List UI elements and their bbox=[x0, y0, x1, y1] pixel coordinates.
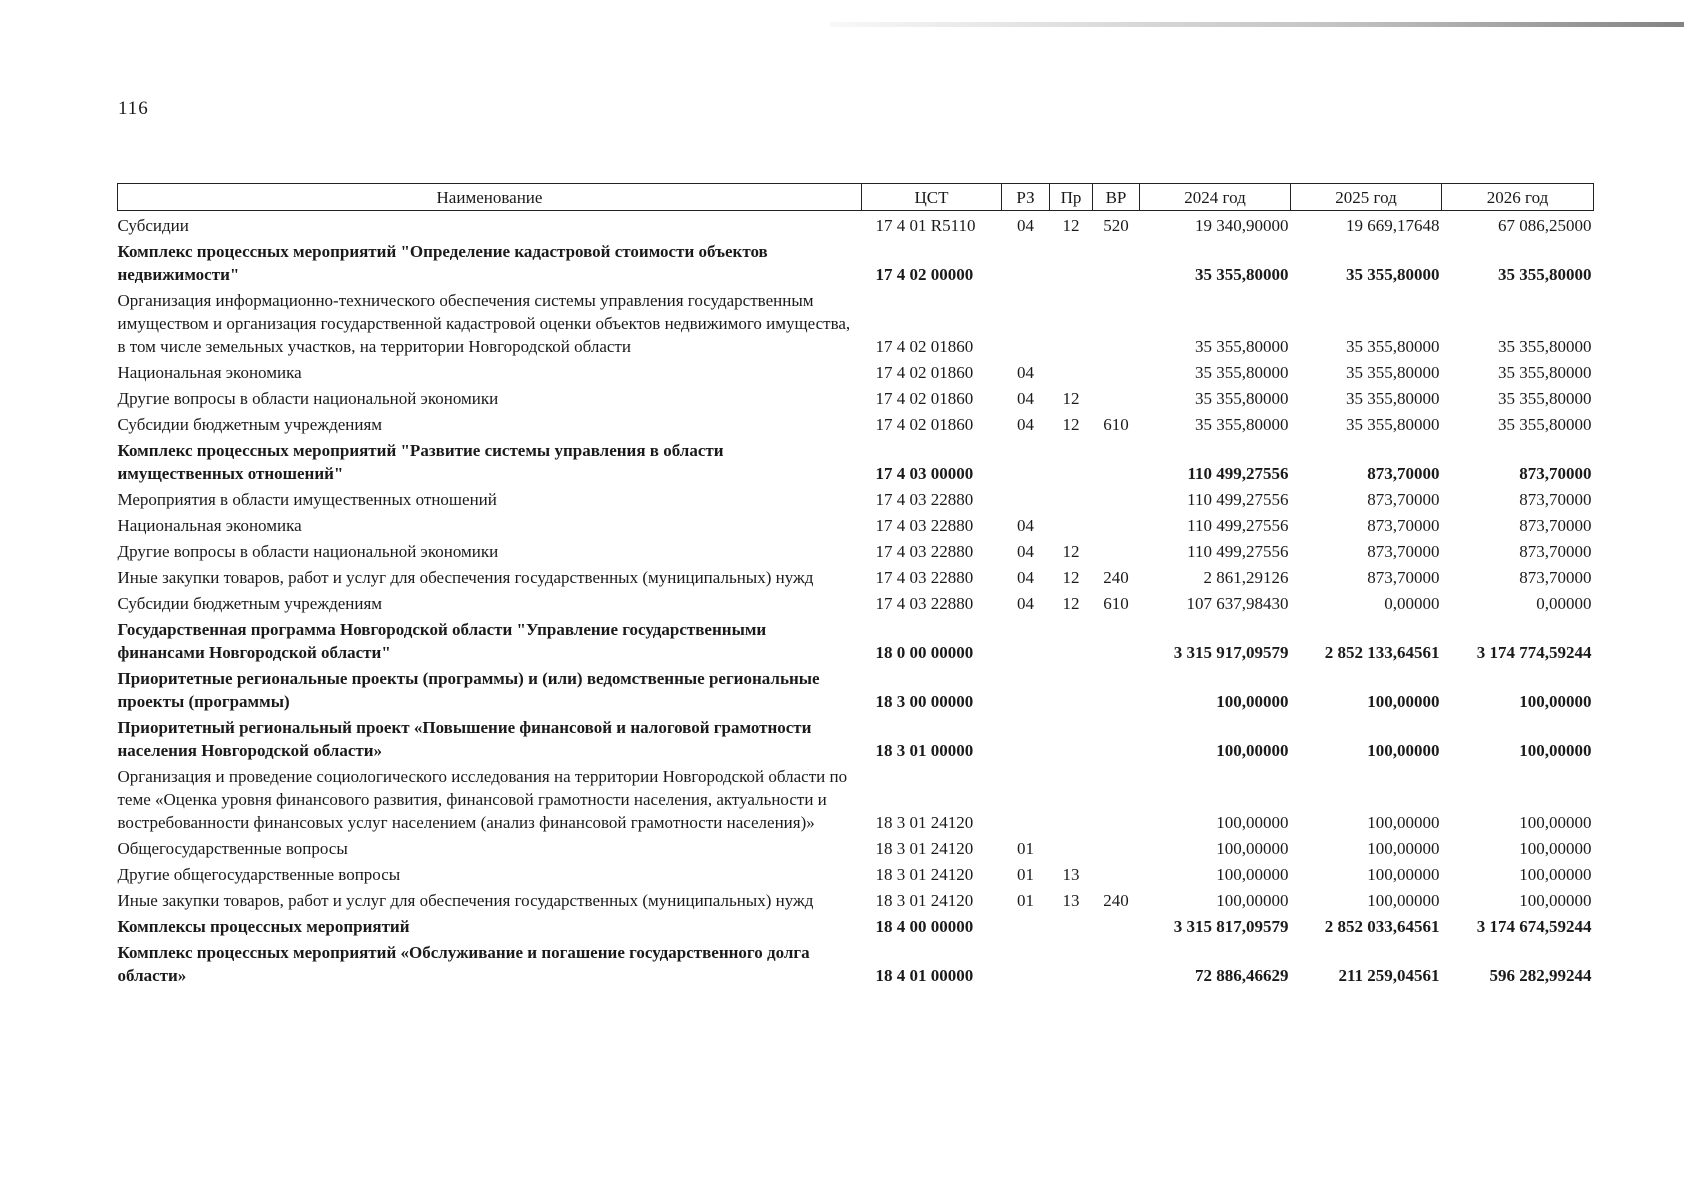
cell-cst: 17 4 01 R5110 bbox=[875, 216, 976, 235]
cell-2025: 100,00000 bbox=[1367, 865, 1440, 884]
cell-rz: 01 bbox=[1017, 839, 1034, 858]
cell-2025: 2 852 133,64561 bbox=[1324, 643, 1440, 662]
cell-2026: 100,00000 bbox=[1519, 839, 1592, 858]
cell-cst: 18 3 00 00000 bbox=[875, 692, 974, 711]
table-row bbox=[118, 566, 1594, 592]
cell-2025: 35 355,80000 bbox=[1346, 363, 1440, 382]
cell-2026: 873,70000 bbox=[1519, 516, 1592, 535]
cell-2024: 35 355,80000 bbox=[1195, 265, 1289, 284]
header-rz: РЗ bbox=[1002, 184, 1050, 211]
cell-pr bbox=[1050, 439, 1093, 488]
cell-2024: 2 861,29126 bbox=[1203, 568, 1289, 587]
header-cst: ЦСТ bbox=[862, 184, 1002, 211]
cell-2025: 35 355,80000 bbox=[1346, 389, 1440, 408]
cell-2025: 2 852 033,64561 bbox=[1324, 917, 1440, 936]
cell-2024: 35 355,80000 bbox=[1195, 415, 1289, 434]
cell-2024: 110 499,27556 bbox=[1187, 490, 1289, 509]
cell-vr bbox=[1093, 361, 1140, 387]
cell-cst: 17 4 02 01860 bbox=[875, 337, 974, 356]
cell-rz bbox=[1002, 716, 1050, 765]
cell-pr bbox=[1050, 289, 1093, 361]
cell-cst: 17 4 03 22880 bbox=[875, 490, 974, 509]
cell-2026: 35 355,80000 bbox=[1498, 363, 1592, 382]
cell-cst: 18 3 01 24120 bbox=[875, 865, 974, 884]
cell-cst: 18 4 00 00000 bbox=[875, 917, 974, 936]
cell-rz: 04 bbox=[1017, 594, 1034, 613]
header-name: Наименование bbox=[118, 184, 862, 211]
cell-2026: 35 355,80000 bbox=[1498, 265, 1592, 284]
table-row bbox=[118, 361, 1594, 387]
table-row bbox=[118, 716, 1594, 765]
cell-cst: 17 4 03 22880 bbox=[875, 516, 974, 535]
cell-rz bbox=[1002, 439, 1050, 488]
header-2025: 2025 год bbox=[1291, 184, 1442, 211]
cell-2026: 35 355,80000 bbox=[1498, 337, 1592, 356]
cell-vr: 240 bbox=[1103, 568, 1129, 587]
cell-vr bbox=[1093, 240, 1140, 289]
table-header-row bbox=[118, 184, 1594, 211]
cell-2026: 873,70000 bbox=[1519, 490, 1592, 509]
cell-2025: 100,00000 bbox=[1367, 741, 1440, 760]
table-row bbox=[118, 439, 1594, 488]
cell-cst: 18 4 01 00000 bbox=[875, 966, 974, 985]
cell-vr bbox=[1093, 387, 1140, 413]
table-row bbox=[118, 540, 1594, 566]
cell-rz bbox=[1002, 941, 1050, 990]
table-row bbox=[118, 667, 1594, 716]
cell-2024: 100,00000 bbox=[1216, 891, 1289, 910]
table-row bbox=[118, 837, 1594, 863]
cell-pr bbox=[1050, 488, 1093, 514]
cell-name: Иные закупки товаров, работ и услуг для обеспечения государственных (муниципальных) нужд bbox=[117, 891, 814, 910]
table-row bbox=[118, 514, 1594, 540]
cell-2025: 100,00000 bbox=[1367, 813, 1440, 832]
cell-2025: 19 669,17648 bbox=[1346, 216, 1440, 235]
cell-2026: 873,70000 bbox=[1519, 568, 1592, 587]
header-pr: Пр bbox=[1050, 184, 1093, 211]
cell-2024: 3 315 817,09579 bbox=[1173, 917, 1289, 936]
table-row bbox=[118, 915, 1594, 941]
cell-name: Комплекс процессных мероприятий "Определение кадастровой стоимости объектов недвижимости" bbox=[117, 242, 768, 284]
cell-name: Комплекс процессных мероприятий «Обслуживание и погашение государственного долга области» bbox=[117, 943, 810, 985]
cell-2026: 67 086,25000 bbox=[1498, 216, 1592, 235]
table-row bbox=[118, 592, 1594, 618]
cell-2026: 596 282,99244 bbox=[1489, 966, 1592, 985]
cell-pr bbox=[1050, 514, 1093, 540]
cell-vr bbox=[1093, 716, 1140, 765]
cell-2025: 211 259,04561 bbox=[1338, 966, 1440, 985]
cell-2025: 873,70000 bbox=[1367, 516, 1440, 535]
cell-2026: 0,00000 bbox=[1536, 594, 1592, 613]
cell-2024: 35 355,80000 bbox=[1195, 389, 1289, 408]
cell-rz bbox=[1002, 240, 1050, 289]
cell-2026: 35 355,80000 bbox=[1498, 415, 1592, 434]
cell-2025: 873,70000 bbox=[1367, 568, 1440, 587]
cell-2024: 100,00000 bbox=[1216, 692, 1289, 711]
cell-2026: 100,00000 bbox=[1519, 891, 1592, 910]
cell-vr bbox=[1093, 915, 1140, 941]
cell-2026: 873,70000 bbox=[1519, 464, 1592, 483]
cell-2025: 35 355,80000 bbox=[1346, 265, 1440, 284]
cell-2026: 100,00000 bbox=[1519, 865, 1592, 884]
cell-cst: 17 4 03 00000 bbox=[875, 464, 974, 483]
cell-2024: 100,00000 bbox=[1216, 813, 1289, 832]
cell-rz: 04 bbox=[1017, 363, 1034, 382]
cell-cst: 17 4 02 01860 bbox=[875, 415, 974, 434]
cell-vr bbox=[1093, 863, 1140, 889]
cell-pr: 12 bbox=[1062, 568, 1080, 587]
table-row bbox=[118, 289, 1594, 361]
cell-2024: 72 886,46629 bbox=[1195, 966, 1289, 985]
cell-rz bbox=[1002, 289, 1050, 361]
table-row bbox=[118, 240, 1594, 289]
cell-pr bbox=[1050, 716, 1093, 765]
cell-name: Мероприятия в области имущественных отношений bbox=[117, 490, 497, 509]
cell-cst: 18 3 01 24120 bbox=[875, 813, 974, 832]
cell-name: Приоритетные региональные проекты (программы) и (или) ведомственные региональные проекты (программы) bbox=[117, 669, 820, 711]
table-row bbox=[118, 211, 1594, 241]
cell-name: Субсидии бюджетным учреждениям bbox=[117, 415, 383, 434]
cell-cst: 17 4 03 22880 bbox=[875, 542, 974, 561]
cell-cst: 17 4 02 00000 bbox=[875, 265, 974, 284]
cell-vr bbox=[1093, 667, 1140, 716]
cell-2025: 100,00000 bbox=[1367, 891, 1440, 910]
cell-cst: 17 4 03 22880 bbox=[875, 568, 974, 587]
cell-2025: 0,00000 bbox=[1384, 594, 1440, 613]
cell-rz bbox=[1002, 915, 1050, 941]
scan-edge-line bbox=[830, 22, 1684, 27]
cell-pr bbox=[1050, 837, 1093, 863]
cell-2026: 100,00000 bbox=[1519, 813, 1592, 832]
cell-vr bbox=[1093, 941, 1140, 990]
cell-2025: 35 355,80000 bbox=[1346, 337, 1440, 356]
cell-cst: 18 3 01 24120 bbox=[875, 839, 974, 858]
cell-vr: 610 bbox=[1103, 415, 1129, 434]
cell-pr bbox=[1050, 941, 1093, 990]
cell-cst: 18 0 00 00000 bbox=[875, 643, 974, 662]
header-2024: 2024 год bbox=[1140, 184, 1291, 211]
cell-pr bbox=[1050, 765, 1093, 837]
budget-table bbox=[117, 183, 1594, 990]
table-row bbox=[118, 387, 1594, 413]
cell-rz: 04 bbox=[1017, 516, 1034, 535]
cell-pr bbox=[1050, 361, 1093, 387]
cell-name: Субсидии bbox=[117, 216, 189, 235]
cell-cst: 17 4 03 22880 bbox=[875, 594, 974, 613]
cell-2025: 100,00000 bbox=[1367, 839, 1440, 858]
cell-2024: 100,00000 bbox=[1216, 741, 1289, 760]
cell-vr bbox=[1093, 540, 1140, 566]
cell-rz bbox=[1002, 488, 1050, 514]
cell-2026: 100,00000 bbox=[1519, 692, 1592, 711]
cell-2026: 35 355,80000 bbox=[1498, 389, 1592, 408]
cell-pr: 12 bbox=[1062, 389, 1080, 408]
cell-vr: 240 bbox=[1103, 891, 1129, 910]
table-row bbox=[118, 413, 1594, 439]
cell-pr: 12 bbox=[1062, 415, 1080, 434]
cell-vr bbox=[1093, 765, 1140, 837]
table-body bbox=[118, 211, 1594, 991]
cell-rz: 01 bbox=[1017, 891, 1034, 910]
table-row bbox=[118, 488, 1594, 514]
cell-pr bbox=[1050, 915, 1093, 941]
cell-2024: 100,00000 bbox=[1216, 839, 1289, 858]
cell-name: Государственная программа Новгородской области "Управление государственными финансами Новгородской области" bbox=[117, 620, 767, 662]
cell-name: Другие вопросы в области национальной экономики bbox=[117, 389, 499, 408]
cell-vr bbox=[1093, 439, 1140, 488]
cell-rz: 04 bbox=[1017, 216, 1034, 235]
cell-rz: 04 bbox=[1017, 542, 1034, 561]
cell-2025: 873,70000 bbox=[1367, 464, 1440, 483]
cell-vr bbox=[1093, 618, 1140, 667]
cell-rz: 01 bbox=[1017, 865, 1034, 884]
cell-name: Субсидии бюджетным учреждениям bbox=[117, 594, 383, 613]
cell-rz: 04 bbox=[1017, 568, 1034, 587]
cell-2024: 35 355,80000 bbox=[1195, 363, 1289, 382]
cell-rz: 04 bbox=[1017, 415, 1034, 434]
cell-name: Национальная экономика bbox=[117, 363, 302, 382]
cell-name: Организация и проведение социологического исследования на территории Новгородской области по теме «Оценка уровня финансового развития, финансовой грамотности населения, актуальности и востребованности финансовых услуг населением (анализ финансовой грамотности населения)» bbox=[117, 767, 848, 832]
cell-name: Другие общегосударственные вопросы bbox=[117, 865, 401, 884]
cell-2025: 873,70000 bbox=[1367, 542, 1440, 561]
cell-2024: 107 637,98430 bbox=[1186, 594, 1289, 613]
cell-rz bbox=[1002, 667, 1050, 716]
cell-cst: 17 4 02 01860 bbox=[875, 363, 974, 382]
cell-vr bbox=[1093, 289, 1140, 361]
cell-2024: 35 355,80000 bbox=[1195, 337, 1289, 356]
cell-pr bbox=[1050, 240, 1093, 289]
cell-name: Общегосударственные вопросы bbox=[117, 839, 348, 858]
cell-2024: 100,00000 bbox=[1216, 865, 1289, 884]
cell-2025: 873,70000 bbox=[1367, 490, 1440, 509]
cell-pr bbox=[1050, 667, 1093, 716]
table-row bbox=[118, 941, 1594, 990]
cell-2025: 100,00000 bbox=[1367, 692, 1440, 711]
cell-2026: 100,00000 bbox=[1519, 741, 1592, 760]
cell-pr: 13 bbox=[1062, 865, 1080, 884]
cell-2024: 3 315 917,09579 bbox=[1173, 643, 1289, 662]
cell-vr bbox=[1093, 514, 1140, 540]
table-row bbox=[118, 863, 1594, 889]
cell-name: Комплекс процессных мероприятий "Развитие системы управления в области имущественных отношений" bbox=[117, 441, 724, 483]
cell-name: Приоритетный региональный проект «Повышение финансовой и налоговой грамотности населения Новгородской области» bbox=[117, 718, 812, 760]
cell-name: Иные закупки товаров, работ и услуг для обеспечения государственных (муниципальных) нужд bbox=[117, 568, 814, 587]
cell-name: Другие вопросы в области национальной экономики bbox=[117, 542, 499, 561]
table-row bbox=[118, 889, 1594, 915]
cell-name: Комплексы процессных мероприятий bbox=[117, 917, 410, 936]
cell-name: Организация информационно-технического обеспечения системы управления государственным имуществом и организация государственной кадастровой оценки объектов недвижимого имущества, в том числе земельных участков, на территории Новгородской области bbox=[117, 291, 851, 356]
cell-vr: 610 bbox=[1103, 594, 1129, 613]
cell-2026: 3 174 774,59244 bbox=[1476, 643, 1592, 662]
cell-rz bbox=[1002, 618, 1050, 667]
cell-pr: 13 bbox=[1062, 891, 1080, 910]
cell-pr: 12 bbox=[1062, 216, 1080, 235]
cell-pr: 12 bbox=[1062, 542, 1080, 561]
cell-2024: 110 499,27556 bbox=[1187, 542, 1289, 561]
cell-vr bbox=[1093, 488, 1140, 514]
header-2026: 2026 год bbox=[1442, 184, 1594, 211]
cell-rz: 04 bbox=[1017, 389, 1034, 408]
cell-pr: 12 bbox=[1062, 594, 1080, 613]
header-vr: ВР bbox=[1093, 184, 1140, 211]
cell-2025: 35 355,80000 bbox=[1346, 415, 1440, 434]
cell-cst: 18 3 01 24120 bbox=[875, 891, 974, 910]
cell-vr: 520 bbox=[1103, 216, 1129, 235]
cell-2024: 110 499,27556 bbox=[1187, 516, 1289, 535]
cell-2024: 19 340,90000 bbox=[1195, 216, 1289, 235]
cell-rz bbox=[1002, 765, 1050, 837]
cell-2026: 3 174 674,59244 bbox=[1476, 917, 1592, 936]
page-number: 116 bbox=[118, 98, 149, 119]
cell-pr bbox=[1050, 618, 1093, 667]
cell-name: Национальная экономика bbox=[117, 516, 302, 535]
table-row bbox=[118, 765, 1594, 837]
cell-cst: 18 3 01 00000 bbox=[875, 741, 974, 760]
cell-2024: 110 499,27556 bbox=[1187, 464, 1289, 483]
cell-2026: 873,70000 bbox=[1519, 542, 1592, 561]
cell-vr bbox=[1093, 837, 1140, 863]
cell-cst: 17 4 02 01860 bbox=[875, 389, 974, 408]
table-row bbox=[118, 618, 1594, 667]
